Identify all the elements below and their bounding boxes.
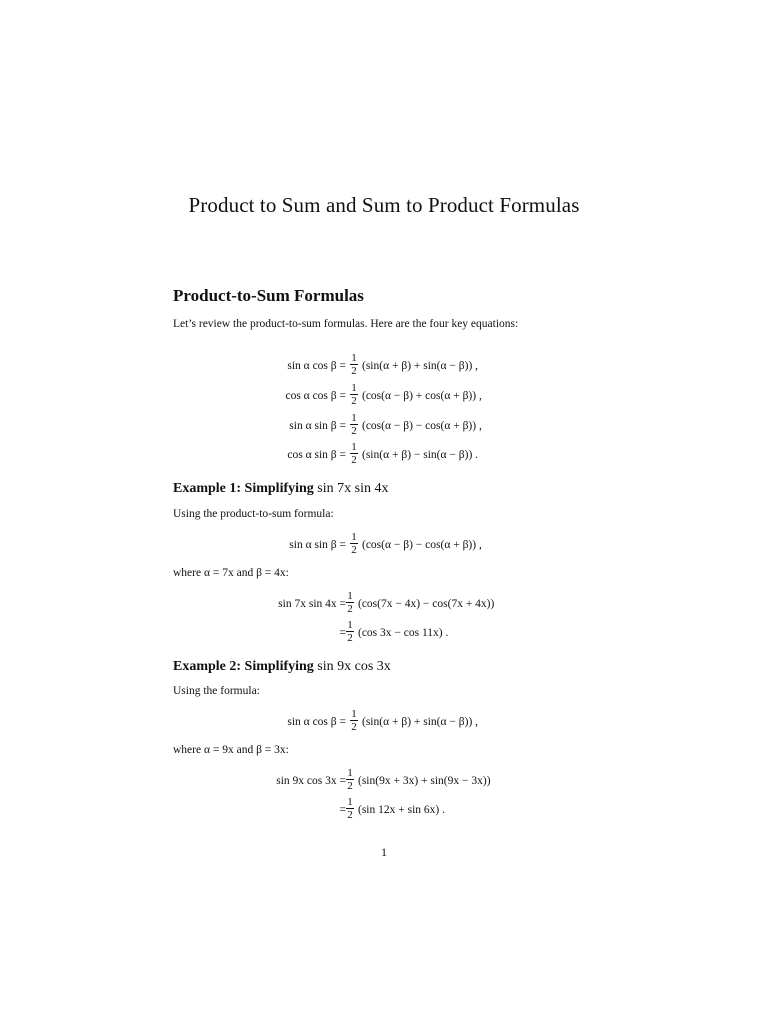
fraction — [349, 441, 359, 466]
equation-rhs: (cos(α − β) − cos(α + β)) , — [362, 539, 482, 551]
equation-lhs: = — [339, 804, 346, 816]
equation-lhs: cos α sin β = — [287, 449, 346, 461]
fraction — [345, 767, 355, 792]
document-title: Product to Sum and Sum to Product Formulas — [188, 193, 580, 217]
fraction-numerator: 1 — [347, 590, 353, 602]
section-heading-product-to-sum: Product-to-Sum Formulas — [173, 286, 364, 305]
fraction-numerator: 1 — [351, 708, 357, 720]
fraction-denominator: 2 — [351, 721, 357, 733]
equation-lhs: sin α sin β = — [289, 420, 346, 432]
fraction-denominator: 2 — [347, 603, 353, 615]
example-1-intro: Using the product-to-sum formula: — [173, 508, 334, 520]
fraction-denominator: 2 — [351, 365, 357, 377]
example-1-substitution: where α = 7x and β = 4x: — [173, 567, 289, 579]
example-heading-label: Example 1: Simplifying — [173, 481, 314, 496]
fraction-denominator: 2 — [347, 780, 353, 792]
fraction-numerator: 1 — [351, 441, 357, 453]
fraction-numerator: 1 — [351, 352, 357, 364]
fraction — [345, 590, 355, 615]
fraction-denominator: 2 — [351, 454, 357, 466]
example-heading-math: sin 9x cos 3x — [317, 659, 391, 674]
equation-rhs: (cos(α − β) + cos(α + β)) , — [362, 390, 482, 402]
equation-rhs: (sin(α + β) + sin(α − β)) , — [362, 716, 479, 728]
example-2-heading — [173, 659, 391, 675]
section-intro-text: Let’s review the product-to-sum formulas. Here are the four key equations: — [173, 318, 519, 330]
equation-lhs: = — [339, 627, 346, 639]
equation-rhs: (cos 3x − cos 11x) . — [358, 627, 449, 639]
equation-lhs: sin α cos β = — [287, 716, 346, 728]
fraction-numerator: 1 — [351, 412, 357, 424]
equation-rhs: (cos(α − β) − cos(α + β)) , — [362, 420, 482, 432]
fraction — [349, 352, 359, 377]
fraction — [349, 708, 359, 733]
equation-lhs: sin α sin β = — [289, 539, 346, 551]
fraction-denominator: 2 — [351, 425, 357, 437]
equation-rhs: (sin(9x + 3x) + sin(9x − 3x)) — [358, 775, 491, 787]
fraction-numerator: 1 — [347, 767, 353, 779]
equation-rhs: (sin 12x + sin 6x) . — [358, 804, 445, 816]
fraction — [345, 619, 355, 644]
fraction-denominator: 2 — [351, 395, 357, 407]
equation-lhs: sin 9x cos 3x = — [276, 775, 346, 787]
fraction-numerator: 1 — [347, 796, 353, 808]
example-2-intro: Using the formula: — [173, 685, 260, 697]
equation-lhs: sin α cos β = — [287, 360, 346, 372]
example-2-substitution: where α = 9x and β = 3x: — [173, 744, 289, 756]
example-heading-math: sin 7x sin 4x — [317, 481, 389, 496]
fraction-denominator: 2 — [351, 544, 357, 556]
equation-lhs: sin 7x sin 4x = — [278, 598, 346, 610]
equation-lhs: cos α cos β = — [285, 390, 346, 402]
equation-rhs: (sin(α + β) + sin(α − β)) , — [362, 360, 479, 372]
equation-rhs: (sin(α + β) − sin(α − β)) . — [362, 449, 479, 461]
fraction-denominator: 2 — [347, 809, 353, 821]
fraction — [345, 796, 355, 821]
fraction-numerator: 1 — [351, 531, 357, 543]
fraction-numerator: 1 — [347, 619, 353, 631]
fraction — [349, 382, 359, 407]
example-heading-label: Example 2: Simplifying — [173, 659, 314, 674]
fraction — [349, 412, 359, 437]
fraction-numerator: 1 — [351, 382, 357, 394]
fraction — [349, 531, 359, 556]
equation-rhs: (cos(7x − 4x) − cos(7x + 4x)) — [358, 598, 495, 610]
fraction-denominator: 2 — [347, 632, 353, 644]
example-1-heading — [173, 481, 388, 497]
page-number: 1 — [381, 845, 387, 859]
